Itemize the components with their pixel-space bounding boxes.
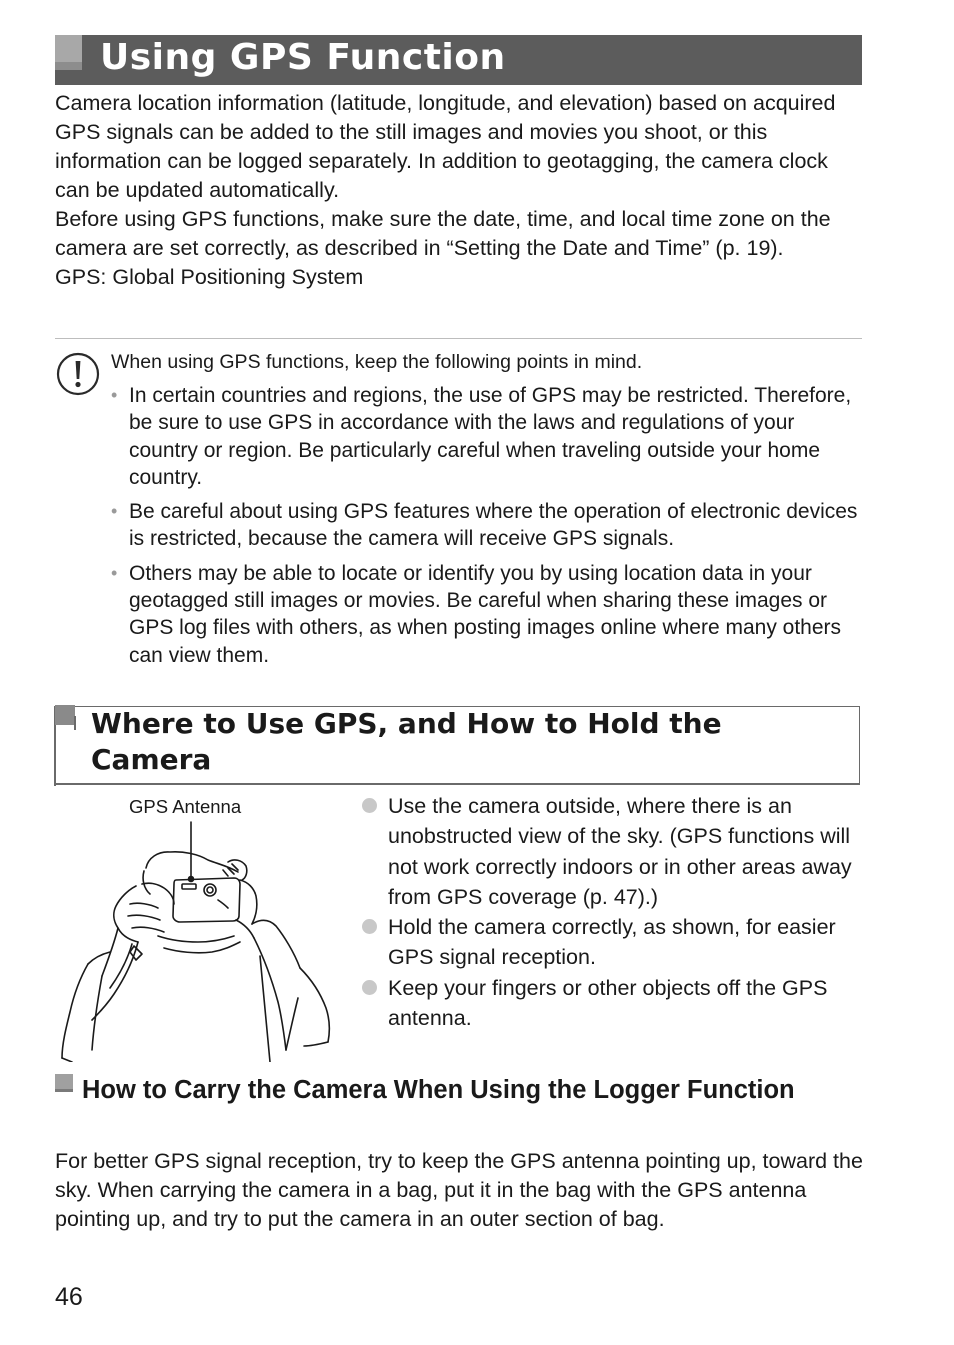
list-item: • Others may be able to locate or identify you by using location data in your geotagged still images or movies. Be careful when sharing these images or GPS log files with others, as when posting images online where many others can view them. [111,561,842,667]
divider [55,338,862,339]
caution-icon [56,352,100,396]
intro-paragraph-2: Before using GPS functions, make sure the date, time, and local time zone on the camera are set correctly, as described in “Setting the Date and Time” (p. 19). [55,207,831,260]
section-marker-icon [55,705,75,725]
intro-paragraph-3: GPS: Global Positioning System [55,265,364,289]
subsection-title: How to Carry the Camera When Using the Logger Function [82,1076,795,1104]
bullet-icon: • [111,501,118,522]
title-marker-shadow [55,62,82,70]
list-item: Keep your fingers or other objects off the GPS antenna. [362,973,862,1034]
list-item: Use the camera outside, where there is an unobstructed view of the sky. (GPS functions will not work correctly indoors or in other areas away from GPS coverage (p. 47).) [362,791,862,912]
intro-text [55,89,865,292]
figure-label-gps-antenna: GPS Antenna [129,796,242,817]
title-marker-icon [55,35,82,62]
section-title: Where to Use GPS, and How to Hold the Camera [91,707,722,776]
subsection-text: For better GPS signal reception, try to keep the GPS antenna pointing up, toward the sky. When carrying the camera in a bag, put it in the bag with the GPS antenna pointing up, and try to put the camera in an outer section of bag. [55,1149,863,1231]
bullet-icon: • [111,562,118,583]
bullet-icon: • [111,385,118,405]
bullet-icon [362,919,377,934]
hold-instructions-list [362,791,862,1033]
section-marker-edge [74,716,76,730]
page-title: Using GPS Function [100,37,506,78]
caution-list [111,382,861,676]
bullet-icon [362,980,377,995]
list-item: • Be careful about using GPS features where the operation of electronic devices is restricted, because the camera will receive GPS signals. [111,500,858,551]
holding-camera-illustration [58,818,333,1062]
page-number: 46 [55,1283,83,1311]
intro-paragraph-1: Camera location information (latitude, longitude, and elevation) based on acquired GPS signals can be added to the still images and movies you shoot, or this information can be logged separately. In addition to geotagging, the camera clock can be updated automatically. [55,91,836,202]
bullet-icon [362,798,377,813]
list-item: • In certain countries and regions, the use of GPS may be restricted. Therefore, be sure to use GPS in accordance with the laws and regulations of your country or region. Be particularly careful when traveling outside your home country. [111,384,852,489]
caution-lead: When using GPS functions, keep the following points in mind. [111,351,643,373]
list-item: Hold the camera correctly, as shown, for easier GPS signal reception. [362,912,862,973]
subsection-marker-shadow [55,1089,73,1092]
